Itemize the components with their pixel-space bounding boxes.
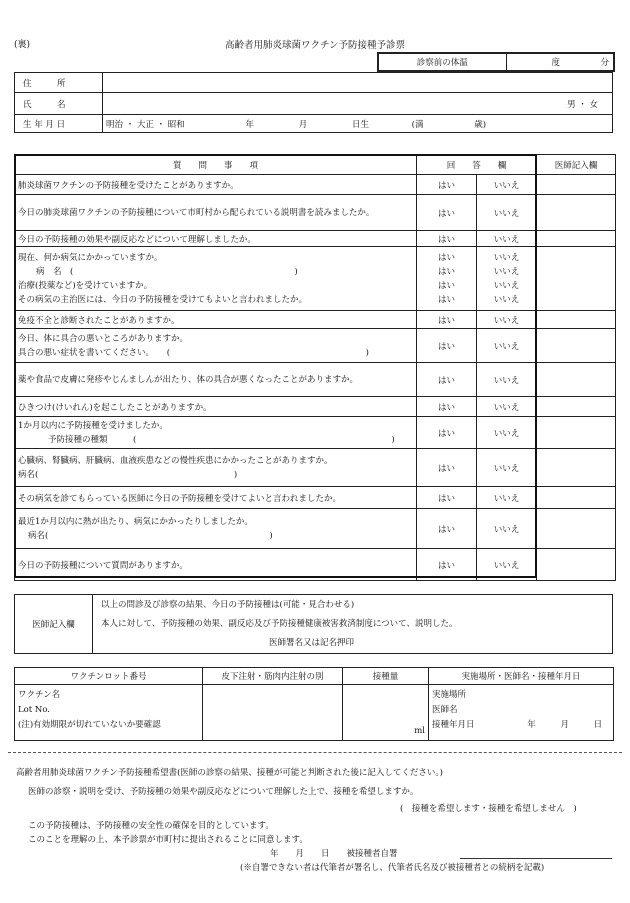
dose-cell[interactable] (343, 685, 429, 741)
doctor-note[interactable] (537, 363, 616, 397)
question-11: その病気を診てもらっている医師に今日の予防接種を受けてよいと言われましたか。 (15, 487, 417, 509)
sex-options[interactable]: 男 ・ 女 (103, 93, 613, 115)
questionnaire-table (14, 154, 616, 581)
answer-no[interactable]: いいえ (493, 280, 520, 291)
answer-yes[interactable]: はい (417, 311, 477, 329)
dose-header: 接種量 (343, 668, 429, 685)
answer-no[interactable]: いいえ (477, 487, 537, 509)
header-doctor: 医師記入欄 (537, 155, 616, 175)
question-10 (15, 449, 417, 487)
answer-yes[interactable]: はい (417, 449, 477, 487)
era-options: 明治 ・ 大正 ・ 昭和 (106, 119, 185, 130)
expiry-note: (注)有効期限が切れていないか要確認 (18, 720, 161, 730)
answer-no[interactable]: いいえ (477, 397, 537, 417)
question-8: ひきつけ(けいれん)を起こしたことがありますか。 (15, 397, 417, 417)
question-4a-disease[interactable]: 病 名 ( ) (36, 266, 298, 277)
question-12 (15, 509, 417, 549)
doctor-note[interactable] (537, 231, 616, 247)
answer-no-group[interactable] (477, 247, 537, 311)
age-open: (満 (411, 119, 424, 130)
question-3: 今日の予防接種の効果や副反応などについて理解しましたか。 (15, 231, 417, 247)
question-6-text: 今日、体に具合の悪いところがありますか。 (18, 333, 189, 344)
doctor-note[interactable] (537, 397, 616, 417)
question-13: 今日の予防接種について質問がありますか。 (15, 549, 417, 581)
question-12-disease[interactable]: 病名( ) (28, 530, 273, 541)
answer-no[interactable]: いいえ (493, 252, 520, 263)
request-footnote: (※自署できない者は代筆者が署名し、代筆者氏名及び被接種者との続柄を記載) (240, 863, 545, 873)
place-label: 実施場所 (432, 690, 467, 700)
name-label: 氏 名 (15, 93, 103, 115)
signature-line[interactable] (460, 858, 612, 859)
vaccine-lot-cell[interactable] (15, 685, 203, 741)
question-4a: 現在、何か病気にかかっていますか。 (18, 252, 163, 263)
doctor-explain-line: 本人に対して、予防接種の効果、副反応及び予防接種健康被害救済制度について、説明した。 (101, 618, 458, 629)
doctor-section-label: 医師記入欄 (15, 595, 93, 654)
doctor-note[interactable] (537, 487, 616, 509)
doctor-note[interactable] (537, 311, 616, 329)
dob-month: 月 (298, 119, 308, 130)
address-label: 住 所 (15, 73, 103, 93)
temperature-label: 診察前の体温 (378, 53, 506, 71)
answer-yes[interactable]: はい (417, 549, 477, 581)
doctor-signature-label: 医師署名又は記名押印 (269, 637, 355, 648)
question-10-text: 心臓病、腎臓病、肝臓病、血液疾患などの慢性疾患にかかったことがありますか。 (18, 455, 333, 466)
doctor-note[interactable] (537, 247, 616, 311)
request-line-1: 医師の診察・説明を受け、予防接種の効果や副反応などについて理解した上で、接種を希望しますか。 (28, 787, 419, 797)
question-4b: 治療(投薬など)を受けていますか。 (18, 280, 153, 291)
doctor-note[interactable] (537, 509, 616, 549)
answer-yes[interactable]: はい (417, 397, 477, 417)
answer-no[interactable]: いいえ (477, 195, 537, 231)
doctor-note[interactable] (537, 175, 616, 195)
doctor-result-line[interactable]: 以上の問診及び診察の結果、今日の予防接種は(可能・見合わせる) (101, 599, 355, 610)
vaccination-date-month: 月 (560, 720, 569, 730)
vaccine-table (14, 667, 614, 741)
request-line-3: このことを理解の上、本予診票が市町村に提出されることに同意します。 (28, 835, 308, 845)
question-6 (15, 329, 417, 363)
request-sign-label: 年 月 日 被接種者自署 (270, 849, 398, 859)
temperature-table (377, 52, 615, 72)
cut-line (8, 752, 622, 753)
header-question: 質 問 事 項 (15, 155, 417, 175)
question-6-symptoms[interactable]: 具合の悪い症状を書いてください。 ( ) (18, 347, 369, 358)
request-title: 高齢者用肺炎球菌ワクチン予防接種希望書(医師の診察の結果、接種が可能と判断された後に記入してください。) (16, 768, 443, 778)
vaccine-lot-header: ワクチンロット番号 (15, 668, 203, 685)
doctor-note[interactable] (537, 449, 616, 487)
question-4 (15, 247, 417, 311)
vaccination-date-day: 日 (593, 720, 603, 730)
temperature-unit-minute: 分 (564, 53, 614, 71)
question-7: 薬や食品で皮膚に発疹やじんましんが出たり、体の具合が悪くなったことがありますか。 (15, 363, 417, 397)
form-title: 高齢者用肺炎球菌ワクチン予防接種予診票 (224, 40, 406, 51)
age-close: 歳) (474, 119, 487, 130)
answer-yes[interactable]: はい (417, 509, 477, 549)
dob-label: 生 年 月 日 (15, 115, 103, 133)
question-10-disease[interactable]: 病名( ) (18, 469, 238, 480)
answer-yes[interactable]: はい (417, 175, 477, 195)
question-5: 免疫不全と診断されたことがありますか。 (15, 311, 417, 329)
answer-yes[interactable]: はい (417, 417, 477, 449)
injection-type-header: 皮下注射・筋肉内注射の別 (203, 668, 343, 685)
injection-type-cell[interactable] (203, 685, 343, 741)
answer-yes[interactable]: はい (417, 231, 477, 247)
answer-yes[interactable]: はい (417, 363, 477, 397)
question-4c: その病気の主治医には、今日の予防接種を受けてもよいと言われましたか。 (18, 294, 308, 305)
answer-yes-group[interactable] (417, 247, 477, 311)
person-info-table (14, 72, 613, 133)
request-line-2: この予防接種は、予防接種の安全性の確保を目的としています。 (28, 821, 274, 831)
answer-no[interactable]: いいえ (477, 311, 537, 329)
doctor-section-body (93, 595, 613, 654)
dob-day: 日生 (351, 119, 369, 130)
doctor-section-table (14, 594, 613, 654)
question-12-text: 最近1か月以内に熱が出たり、病気にかかったりしましたか。 (18, 516, 253, 527)
answer-no[interactable]: いいえ (477, 417, 537, 449)
vaccination-date-label: 接種年月日 (432, 720, 475, 730)
doctor-name-label: 医師名 (432, 705, 458, 715)
answer-yes[interactable]: はい (437, 280, 455, 291)
side-label: (裏) (14, 40, 31, 50)
answer-no[interactable]: いいえ (477, 329, 537, 363)
place-doctor-date-header: 実施場所・医師名・接種年月日 (429, 668, 614, 685)
vaccination-date-year: 年 (527, 720, 536, 730)
answer-yes[interactable]: はい (417, 487, 477, 509)
question-9 (15, 417, 417, 449)
dose-unit: ml (414, 726, 425, 736)
doctor-note[interactable] (537, 329, 616, 363)
answer-no[interactable]: いいえ (493, 294, 520, 305)
doctor-note[interactable] (537, 195, 616, 231)
header-answer: 回 答 欄 (417, 155, 537, 175)
answer-no[interactable]: いいえ (493, 266, 520, 277)
question-1: 肺炎球菌ワクチンの予防接種を受けたことがありますか。 (15, 175, 417, 195)
answer-yes[interactable]: はい (417, 329, 477, 363)
answer-no[interactable]: いいえ (477, 549, 537, 581)
answer-yes[interactable]: はい (437, 252, 455, 263)
dob-field[interactable] (103, 115, 613, 133)
answer-no[interactable]: いいえ (477, 231, 537, 247)
answer-yes[interactable]: はい (417, 195, 477, 231)
question-2: 今日の肺炎球菌ワクチンの予防接種について市町村から配られている説明書を読みましたか。 (15, 195, 417, 231)
temperature-unit-degree: 度 (506, 53, 564, 71)
question-9-type[interactable]: 予防接種の種類 ( ) (48, 434, 395, 445)
doctor-note[interactable] (537, 549, 616, 581)
dob-year: 年 (245, 119, 255, 130)
answer-no[interactable]: いいえ (477, 175, 537, 195)
vaccination-date-row (432, 718, 610, 733)
answer-yes[interactable]: はい (437, 294, 455, 305)
place-doctor-date-cell[interactable] (429, 685, 614, 741)
answer-no[interactable]: いいえ (477, 363, 537, 397)
vaccine-name-label: ワクチン名 (18, 690, 61, 700)
answer-yes[interactable]: はい (437, 266, 455, 277)
address-field[interactable] (103, 73, 613, 93)
request-choice[interactable]: ( 接種を希望します・接種を希望しません ) (400, 804, 577, 814)
answer-no[interactable]: いいえ (477, 509, 537, 549)
answer-no[interactable]: いいえ (477, 449, 537, 487)
doctor-note[interactable] (537, 417, 616, 449)
question-9-text: 1か月以内に予防接種を受けましたか。 (18, 420, 168, 431)
lot-number-label: Lot No. (18, 705, 50, 715)
